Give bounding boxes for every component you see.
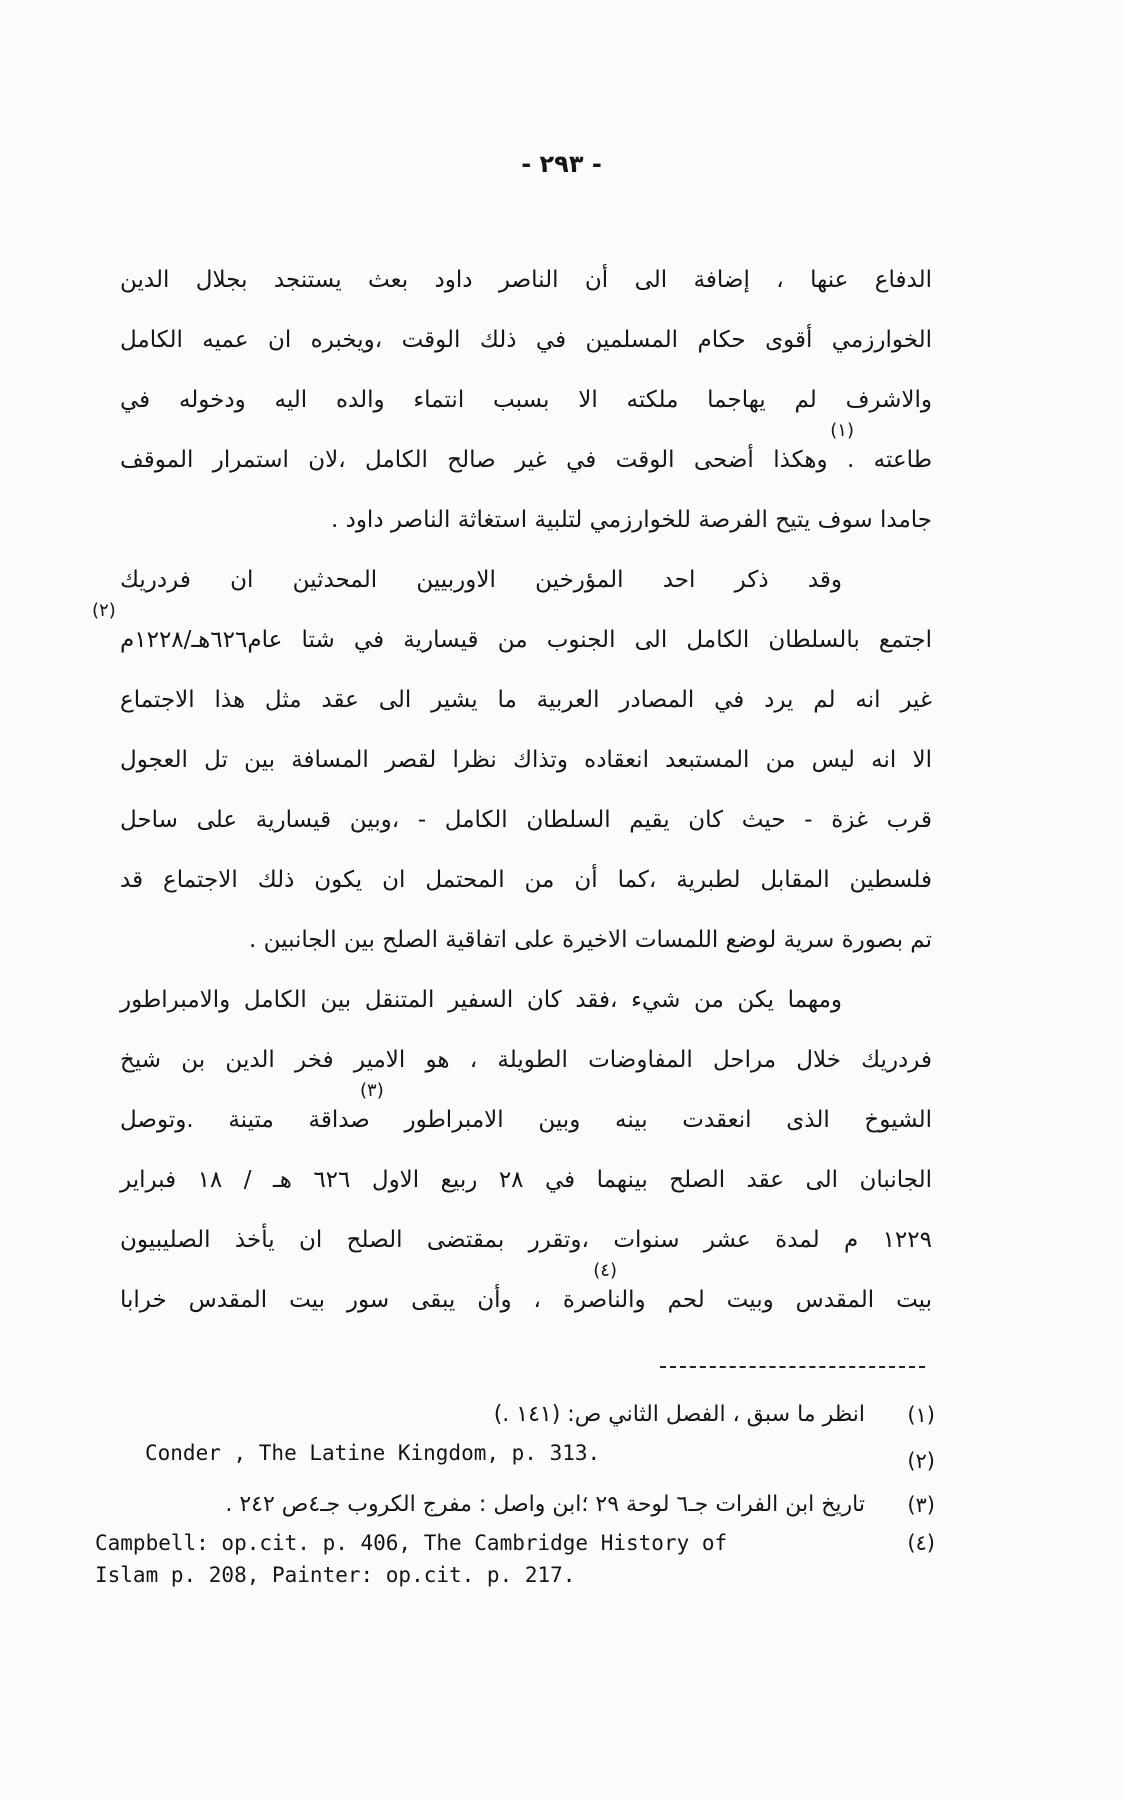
body-line: الا انه ليس من المستبعد انعقاده وتذاك نظرا لقصر المسافة بين تل العجول [120, 747, 932, 773]
footnote-separator [660, 1366, 925, 1368]
body-line [92, 600, 932, 678]
page-number: - ٢٩٣ - [521, 150, 602, 178]
body-line: والاشرف لم يهاجما ملكته الا بسبب انتماء والده اليه ودخوله في [120, 387, 932, 413]
footnote-3 [95, 1486, 935, 1524]
body-line: الدفاع عنها ، إضافة الى أن الناصر داود بعث يستنجد بجلال الدين [120, 267, 932, 293]
footnote-1 [95, 1396, 935, 1434]
footnote-text: انظر ما سبق ، الفصل الثاني ص: (١٤١ .) [493, 1402, 865, 1427]
footnote-number: (١) [907, 1403, 935, 1427]
body-line: فلسطين المقابل لطبرية ،كما أن من المحتمل ان يكون ذلك الاجتماع قد [120, 867, 932, 893]
body-line: قرب غزة - حيث كان يقيم السلطان الكامل - ،وبين قيسارية على ساحل [120, 807, 932, 833]
body-line: فردريك خلال مراحل المفاوضات الطويلة ، هو الامير فخر الدين بن شيخ [120, 1047, 932, 1073]
body-line: ومهما يكن من شيء ،فقد كان السفير المتنقل بين الكامل والامبراطور [120, 987, 842, 1013]
footnote-text: Campbell: op.cit. p. 406, The Cambridge History of [95, 1531, 728, 1555]
footnote-ref-1: (١) [830, 420, 854, 441]
body-line: تم بصورة سرية لوضع اللمسات الاخيرة على اتفاقية الصلح بين الجانبين . [249, 927, 932, 953]
body-line: الجانبان الى عقد الصلح بينهما في ٢٨ ربيع الاول ٦٢٦ هـ / ١٨ فبراير [120, 1167, 932, 1193]
footnote-2 [95, 1434, 935, 1472]
footnote-number: (٤) [907, 1531, 935, 1555]
body-line [120, 1080, 932, 1158]
body-line-text: بيت المقدس وبيت لحم والناصرة ، وأن يبقى سور بيت المقدس خرابا [120, 1287, 932, 1313]
body-line: غير انه لم يرد في المصادر العربية ما يشير الى عقد مثل هذا الاجتماع [120, 687, 932, 713]
footnote-text: Conder , The Latine Kingdom, p. 313. [145, 1441, 601, 1465]
footnote-number: (٢) [907, 1449, 935, 1473]
footnotes [95, 1396, 935, 1590]
body-line [120, 420, 932, 498]
body-line [120, 1260, 932, 1338]
body-line: وقد ذكر احد المؤرخين الاوربيين المحدثين ان فردريك [120, 567, 842, 593]
body-line-text: اجتمع بالسلطان الكامل الى الجنوب من قيسارية في شتا عام٦٢٦هـ/١٢٢٨م [120, 627, 932, 653]
footnote-text: Islam p. 208, Painter: op.cit. p. 217. [95, 1563, 576, 1587]
footnote-4 [95, 1524, 935, 1590]
footnote-number: (٣) [907, 1493, 935, 1517]
footnote-text: تاريخ ابن الفرات جـ٦ لوحة ٢٩ ؛ابن واصل : مفرج الكروب جـ٤ص ٢٤٢ . [225, 1492, 865, 1517]
body-line: ١٢٢٩ م لمدة عشر سنوات ،وتقرر بمقتضى الصلح ان يأخذ الصليبيون [120, 1227, 932, 1253]
body-text [92, 258, 932, 1338]
footnote-ref-2: (٢) [92, 600, 116, 621]
footnote-ref-4: (٤) [593, 1260, 617, 1281]
body-line-text: طاعته . وهكذا أضحى الوقت في غير صالح الكامل ،لان استمرار الموقف [120, 447, 932, 473]
body-line-text: الشيوخ الذى انعقدت بينه وبين الامبراطور صداقة متينة .وتوصل [120, 1107, 932, 1133]
body-line: جامدا سوف يتيح الفرصة للخوارزمي لتلبية استغاثة الناصر داود . [330, 507, 932, 533]
body-line: الخوارزمي أقوى حكام المسلمين في ذلك الوقت ،ويخبره ان عميه الكامل [120, 327, 932, 353]
footnote-ref-3: (٣) [360, 1080, 384, 1101]
